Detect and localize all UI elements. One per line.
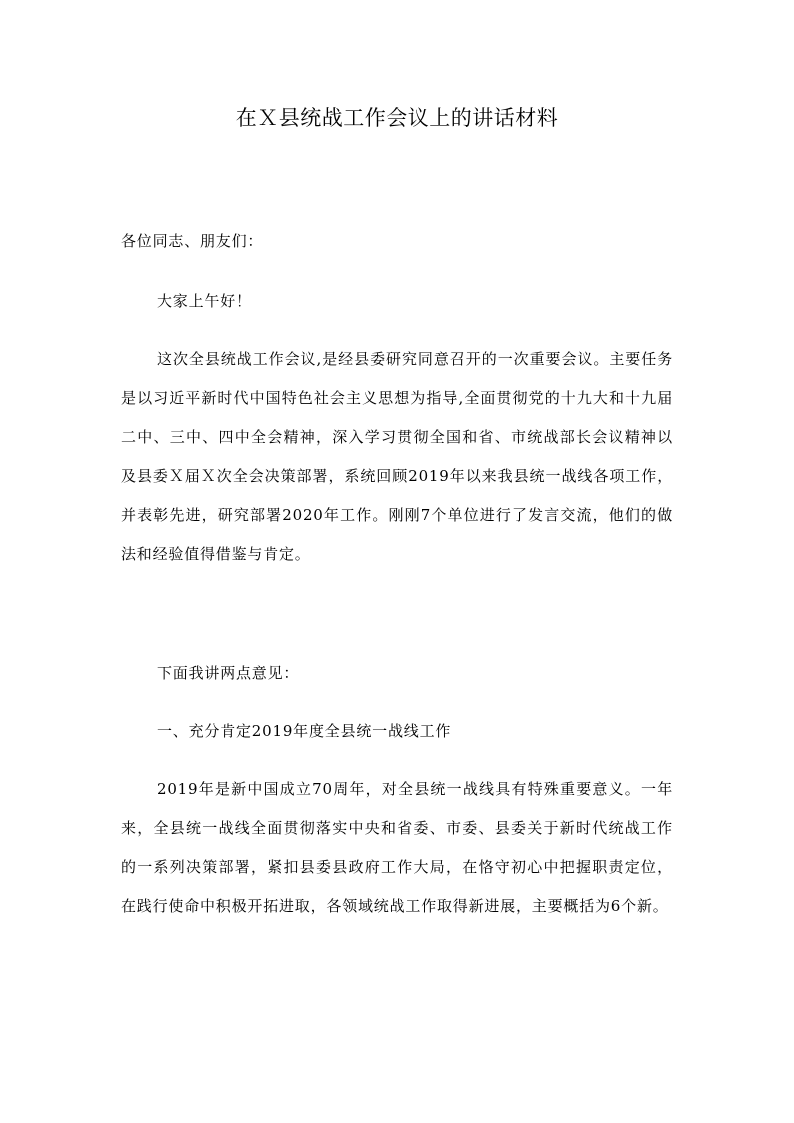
salutation-line: 大家上午好！ <box>157 292 252 310</box>
greeting-line: 各位同志、朋友们： <box>121 232 264 250</box>
paragraph-meeting-intro: 这次全县统战工作会议,是经县委研究同意召开的一次重要会议。主要任务是以习近平新时代中国特色社会主义思想为指导,全面贯彻党的十九大和十九届二中、三中、四中全会精神，深入学习贯彻全国和省、市统战部长会议精神以及县委Ｘ届Ｘ次全会决策部署，系统回顾2019年以来我县统一战线各项工作，并表彰先进，研究部署2020年工作。刚刚7个单位进行了发言交流，他们的做法和经验值得借鉴与肯定。 <box>121 350 673 563</box>
section-heading-one: 一、充分肯定2019年度全县统一战线工作 <box>157 722 452 740</box>
document-title: 在Ｘ县统战工作会议上的讲话材料 <box>235 106 559 130</box>
paragraph-2019-review: 2019年是新中国成立70周年，对全县统一战线具有特殊重要意义。一年来，全县统一战线全面贯彻落实中央和省委、市委、县委关于新时代统战工作的一系列决策部署，紧扣县委县政府工作大局，在恪守初心中把握职责定位，在践行使命中积极开拓进取，各领域统战工作取得新进展，主要概括为6个新。 <box>121 780 673 915</box>
paragraph-two-points-intro: 下面我讲两点意见： <box>157 664 300 682</box>
